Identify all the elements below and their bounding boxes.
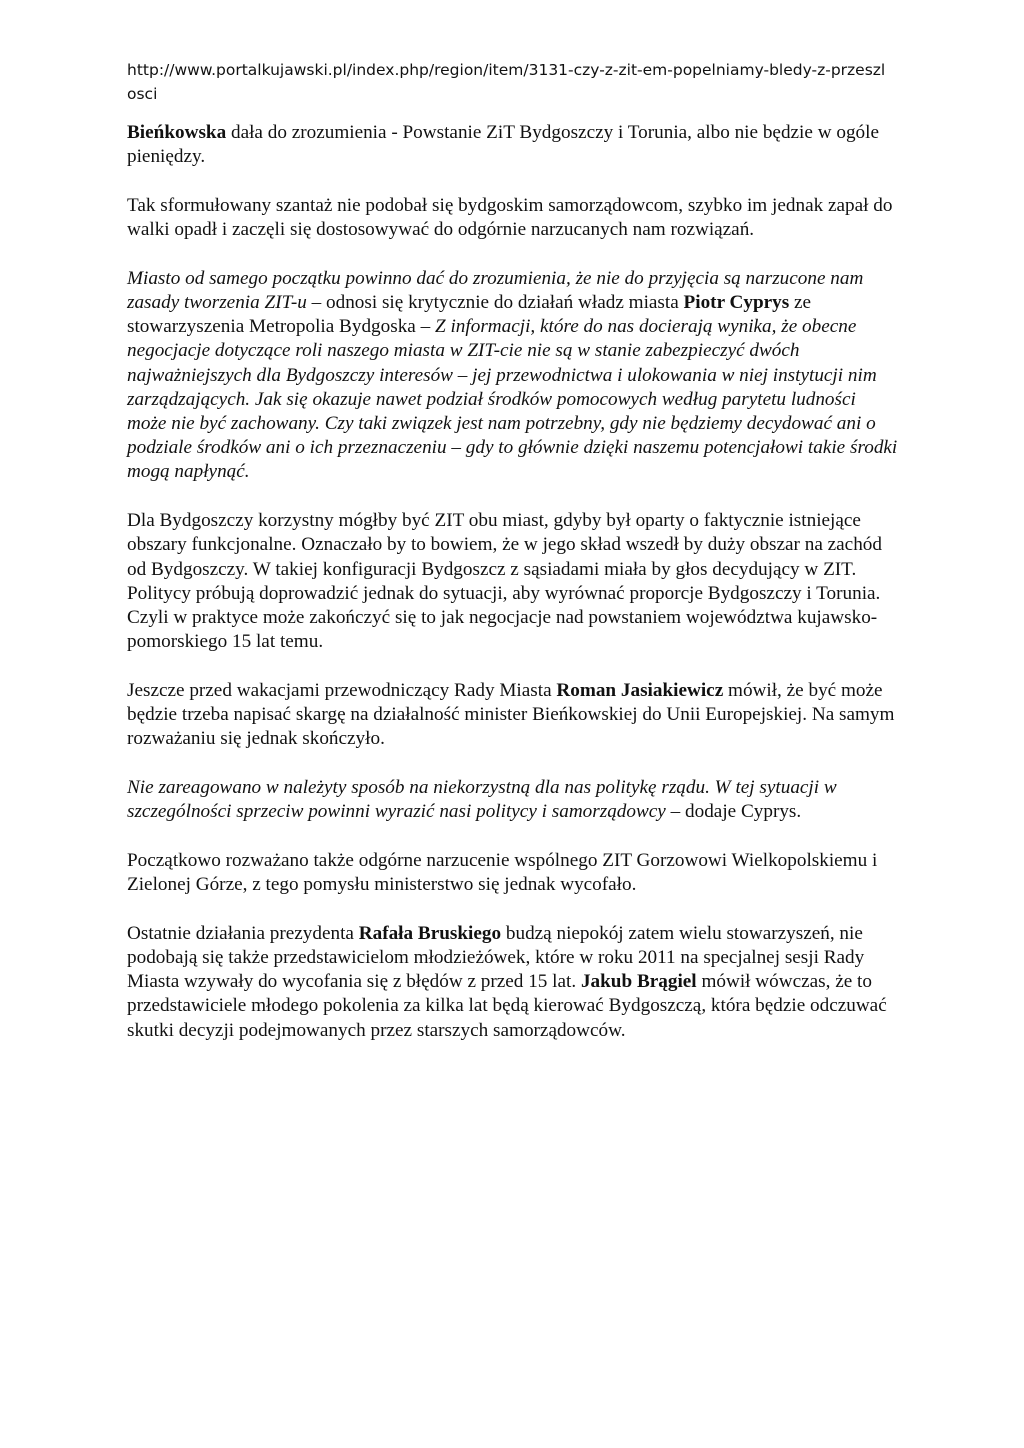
paragraph-2 (127, 194, 899, 242)
person-name: Bieńkowska (127, 122, 227, 143)
paragraph-6 (127, 776, 899, 824)
article-body (127, 121, 899, 1067)
quote-text: Z informacji, które do nas docierają wynika, że obecne negocjacje dotyczące roli naszego miasta w ZIT-cie nie są w stanie zabezpieczyć dwóch najważniejszych dla Bydgoszczy interesów – jej przewodnictwa i ulokowania w niej instytucji nim zarządzających. Jak się okazuje nawet podział środków pomocowych według parytetu ludności może nie być zachowany. Czy taki związek jest nam potrzebny, gdy nie będziemy decydować ani o podziale środków ani o ich przeznaczeniu – gdy to głównie dzięki naszemu potencjałowi takie środki mogą napłynąć. (127, 316, 898, 483)
paragraph-text: Ostatnie działania prezydenta (127, 922, 359, 944)
paragraph-text: Dla Bydgoszczy korzystny mógłby być ZIT obu miast, gdyby był oparty o faktycznie istniejące obszary funkcjonalne. Oznaczało by to bowiem, że w jego skład wszedł by duży obszar na zachód od Bydgoszczy. W takiej konfiguracji Bydgoszcz z sąsiadami miała by głos decydujący w ZIT. Politycy próbują doprowadzić jednak do sytuacji, aby wyrównać proporcje Bydgoszczy i Torunia. Czyli w praktyce może zakończyć się to jak negocjacje nad powstaniem województwa kujawsko-pomorskiego 15 lat temu. (127, 510, 882, 653)
person-name: Rafała Bruskiego (358, 922, 502, 944)
paragraph-text: dała do zrozumienia - Powstanie ZiT Bydgoszczy i Torunia, albo nie będzie w ogóle pieniędzy. (127, 122, 879, 168)
paragraph-text: Tak sformułowany szantaż nie podobał się bydgoskim samorządowcom, szybko im jednak zapał do walki opadł i zaczęli się dostosowywać do odgórnie narzucanych nam rozwiązań. (127, 194, 893, 241)
paragraph-5 (127, 679, 899, 752)
person-name: Piotr Cyprys (683, 292, 790, 314)
paragraph-text: – dodaje Cyprys. (665, 801, 802, 823)
paragraph-text: mówił, że być może będzie trzeba napisać skargę na działalność minister Bieńkowskiej do Unii Europejskiej. Na samym rozważaniu się jednak skończyło. (127, 679, 895, 750)
paragraph-text: budzą niepokój zatem wielu stowarzyszeń, nie podobają się także przedstawicielom młodzieżówek, które w roku 2011 na specjalnej sesji Rady Miasta wzywały do wycofania się z błędów z przed 15 lat. (127, 922, 865, 993)
paragraph-1 (127, 121, 899, 169)
paragraph-text: ze stowarzyszenia Metropolia Bydgoska – (127, 292, 812, 338)
paragraph-text: – odnosi się krytycznie do działań władz miasta (306, 292, 684, 314)
person-name: Jakub Brągiel (580, 971, 697, 993)
paragraph-text: Jeszcze przed wakacjami przewodniczący Rady Miasta (127, 679, 557, 701)
quote-text: Nie zareagowano w należyty sposób na niekorzystną dla nas politykę rządu. W tej sytuacji w szczególności sprzeciw powinni wyrazić nasi politycy i samorządowcy (127, 776, 837, 823)
source-url: http://www.portalkujawski.pl/index.php/region/item/3131-czy-z-zit-em-popelniamy-bledy-z-przeszlosci (127, 61, 886, 103)
paragraph-7 (127, 849, 899, 897)
person-name: Roman Jasiakiewicz (556, 679, 724, 701)
paragraph-8 (127, 922, 899, 1043)
paragraph-4 (127, 509, 899, 654)
paragraph-3 (127, 267, 899, 485)
quote-text: Miasto od samego początku powinno dać do zrozumienia, że nie do przyjęcia są narzucone nam zasady tworzenia ZIT-u (127, 267, 864, 314)
paragraph-text: Początkowo rozważano także odgórne narzucenie wspólnego ZIT Gorzowowi Wielkopolskiemu i Zielonej Górze, z tego pomysłu ministerstwo się jednak wycofało. (127, 849, 878, 896)
paragraph-text: mówił wówczas, że to przedstawiciele młodego pokolenia za kilka lat będą kierować Bydgoszczą, która będzie odczuwać skutki decyzji podejmowanych przez starszych samorządowców. (127, 971, 887, 1041)
